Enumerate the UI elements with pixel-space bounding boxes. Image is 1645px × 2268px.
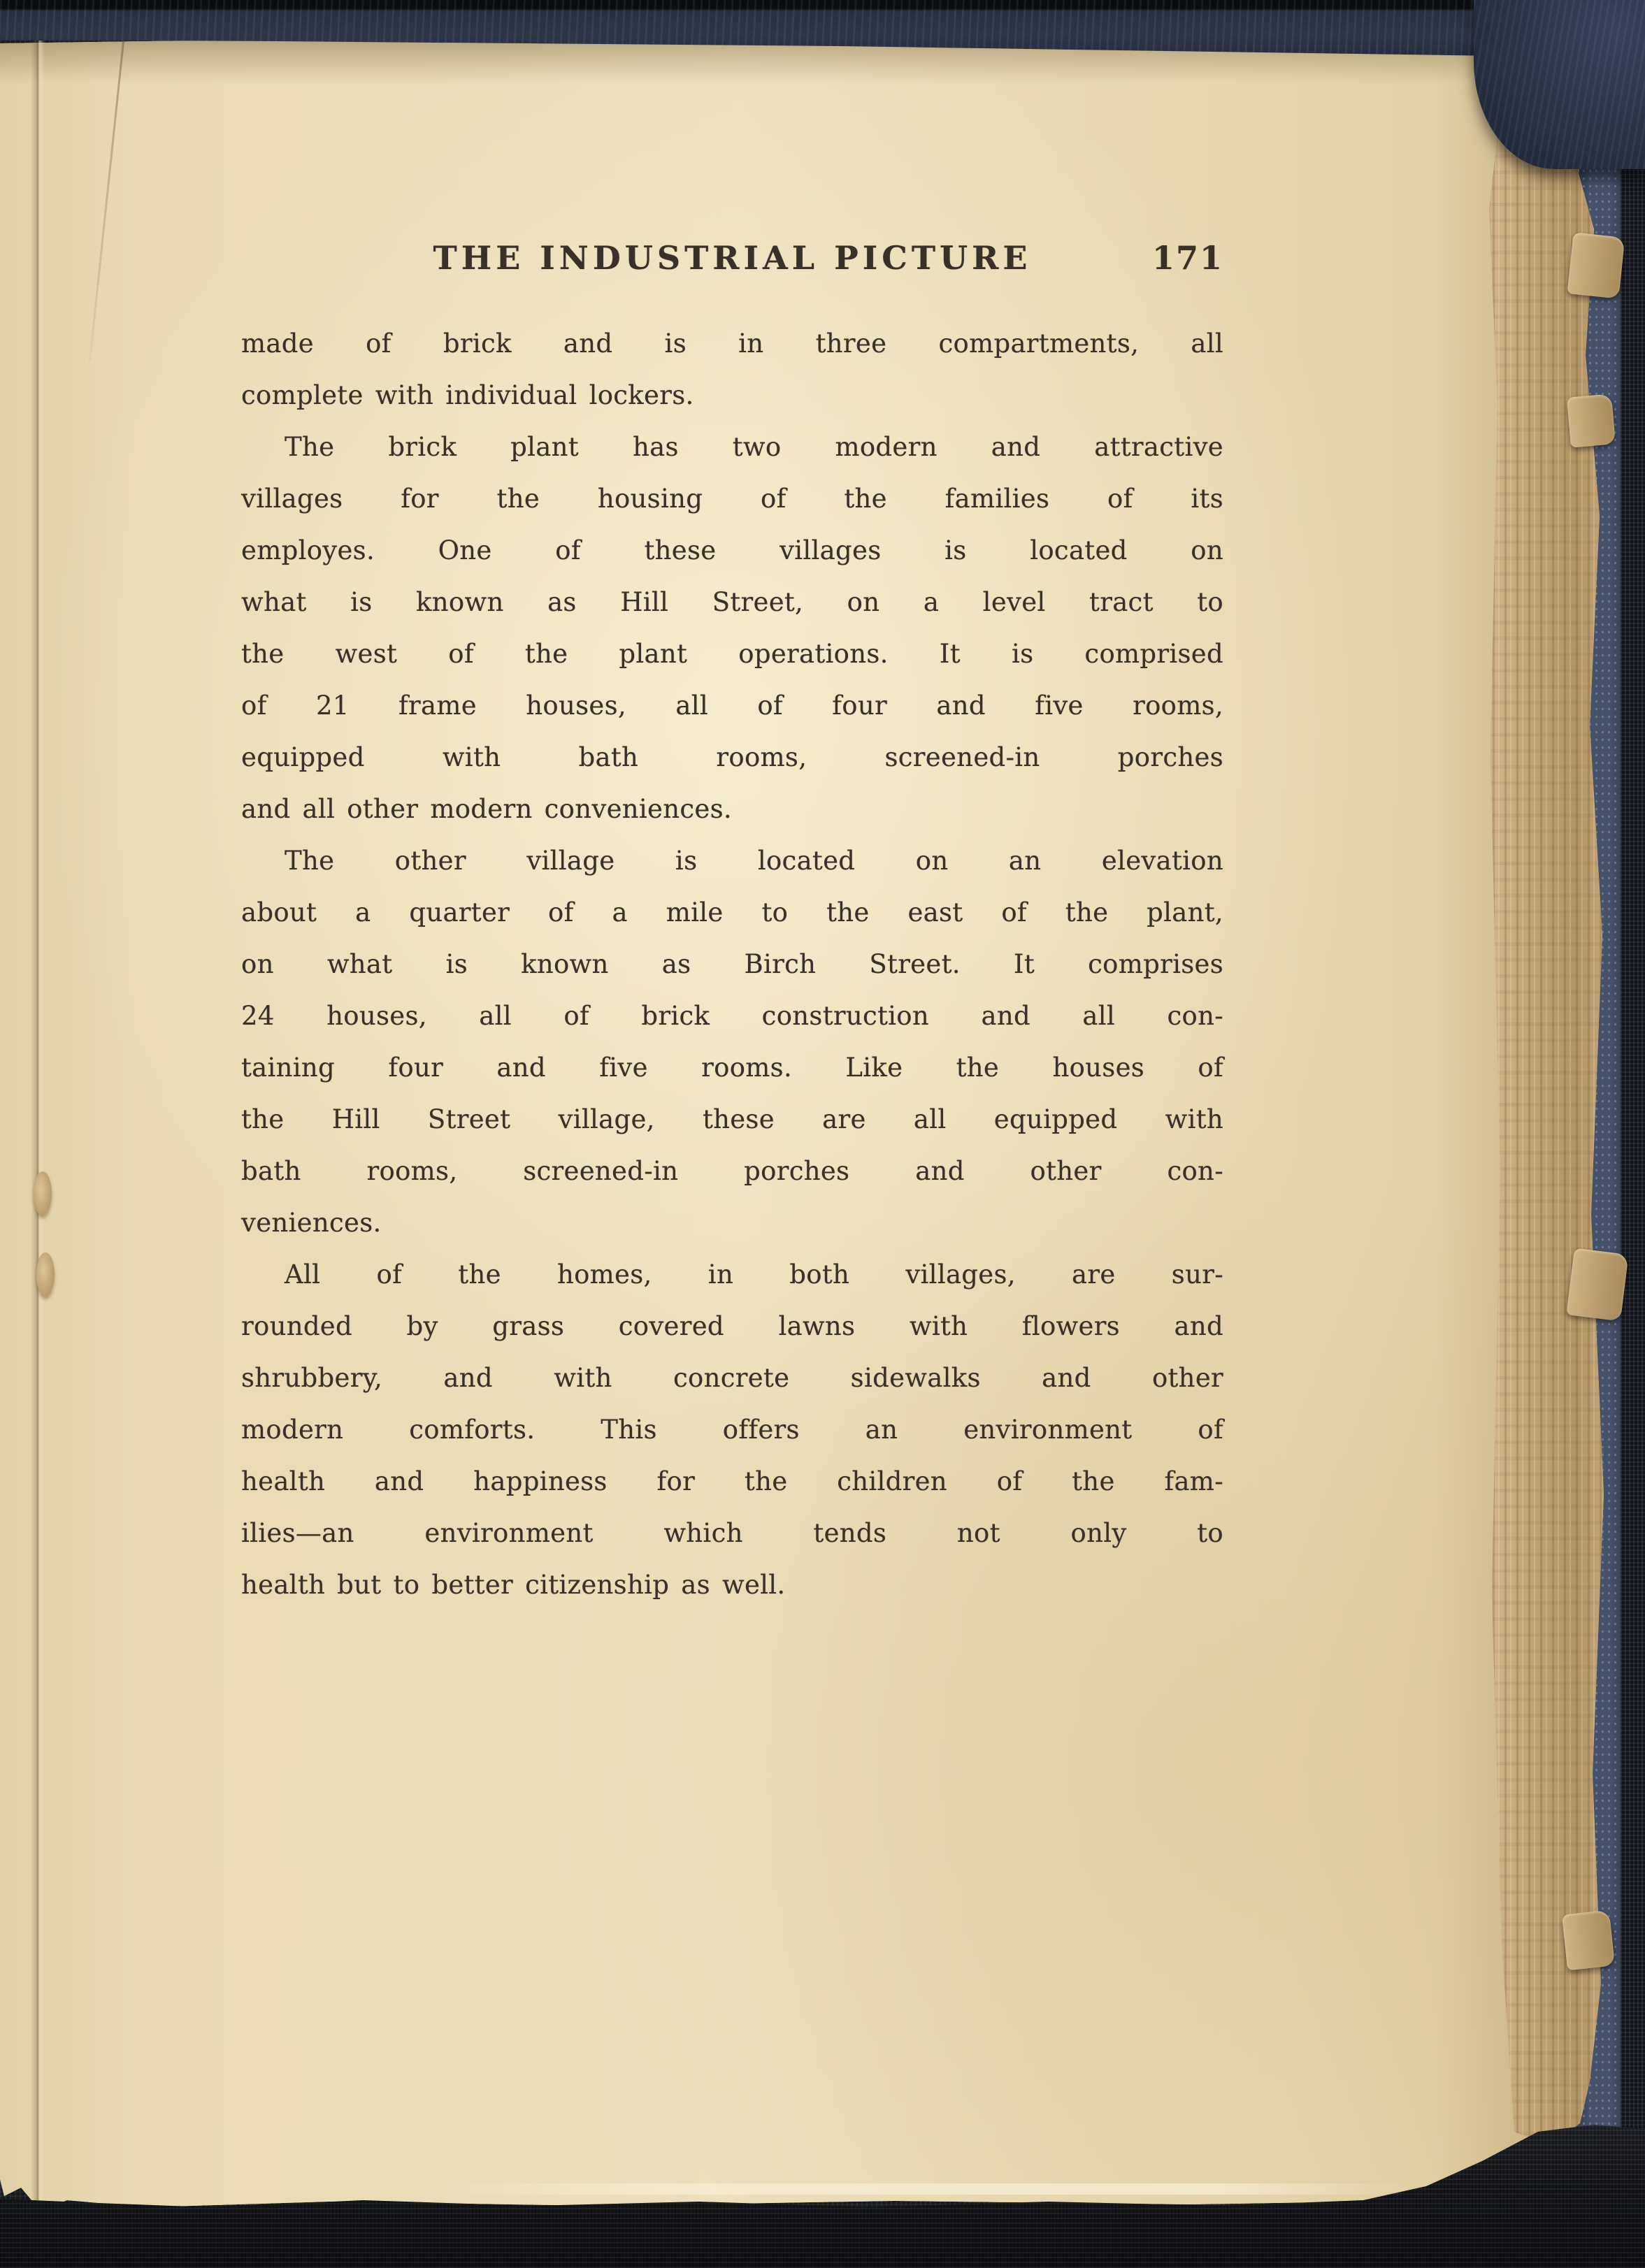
- text-line: employes. One of these villages is located on: [241, 535, 1223, 565]
- page-edge-tab: [1567, 232, 1625, 298]
- text-line: shrubbery, and with concrete sidewalks and other: [241, 1363, 1223, 1393]
- page-edge-tab: [1566, 1248, 1628, 1322]
- text-line: 24 houses, all of brick construction and all con-: [241, 1001, 1223, 1031]
- text-line: taining four and five rooms. Like the houses of: [241, 1053, 1223, 1083]
- page-bottom-edge-highlight: [433, 2183, 1412, 2195]
- page-binding-crease: [31, 41, 45, 2200]
- binding-thread-knot: [34, 1171, 52, 1216]
- page-number: 171: [1151, 239, 1223, 277]
- text-line: on what is known as Birch Street. It comprises: [241, 949, 1223, 979]
- text-line: health and happiness for the children of the fam-: [241, 1466, 1223, 1496]
- page-edge-tab: [1567, 393, 1616, 447]
- text-line: bath rooms, screened-in porches and other con-: [241, 1156, 1223, 1186]
- text-line: veniences.: [241, 1208, 382, 1238]
- text-line: ilies—an environment which tends not only to: [241, 1518, 1223, 1548]
- text-line: The brick plant has two modern and attractive: [285, 432, 1223, 462]
- text-line: and all other modern conveniences.: [241, 794, 732, 824]
- text-line: the west of the plant operations. It is comprised: [241, 639, 1223, 669]
- text-line: complete with individual lockers.: [241, 380, 694, 410]
- text-line: health but to better citizenship as well.: [241, 1570, 786, 1600]
- page-text: [241, 318, 1223, 1611]
- text-line: modern comforts. This offers an environment of: [241, 1415, 1223, 1445]
- text-line: All of the homes, in both villages, are sur-: [285, 1259, 1223, 1290]
- text-line: what is known as Hill Street, on a level tract to: [241, 587, 1223, 617]
- text-line: villages for the housing of the families of its: [241, 484, 1223, 514]
- text-line: the Hill Street village, these are all equipped with: [241, 1104, 1223, 1134]
- book-cover-right-cloth: [1621, 0, 1645, 2268]
- text-line: The other village is located on an elevation: [285, 846, 1223, 876]
- running-header: [241, 228, 1223, 288]
- page-title: THE INDUSTRIAL PICTURE: [433, 239, 1032, 277]
- text-line: equipped with bath rooms, screened-in porches: [241, 742, 1223, 772]
- text-line: rounded by grass covered lawns with flowers and: [241, 1311, 1223, 1341]
- binding-thread-knot: [36, 1252, 55, 1297]
- text-line: of 21 frame houses, all of four and five rooms,: [241, 691, 1223, 721]
- text-line: made of brick and is in three compartments, all: [241, 328, 1223, 359]
- page-edge-tab: [1562, 1910, 1615, 1971]
- text-line: about a quarter of a mile to the east of the plant,: [241, 897, 1223, 927]
